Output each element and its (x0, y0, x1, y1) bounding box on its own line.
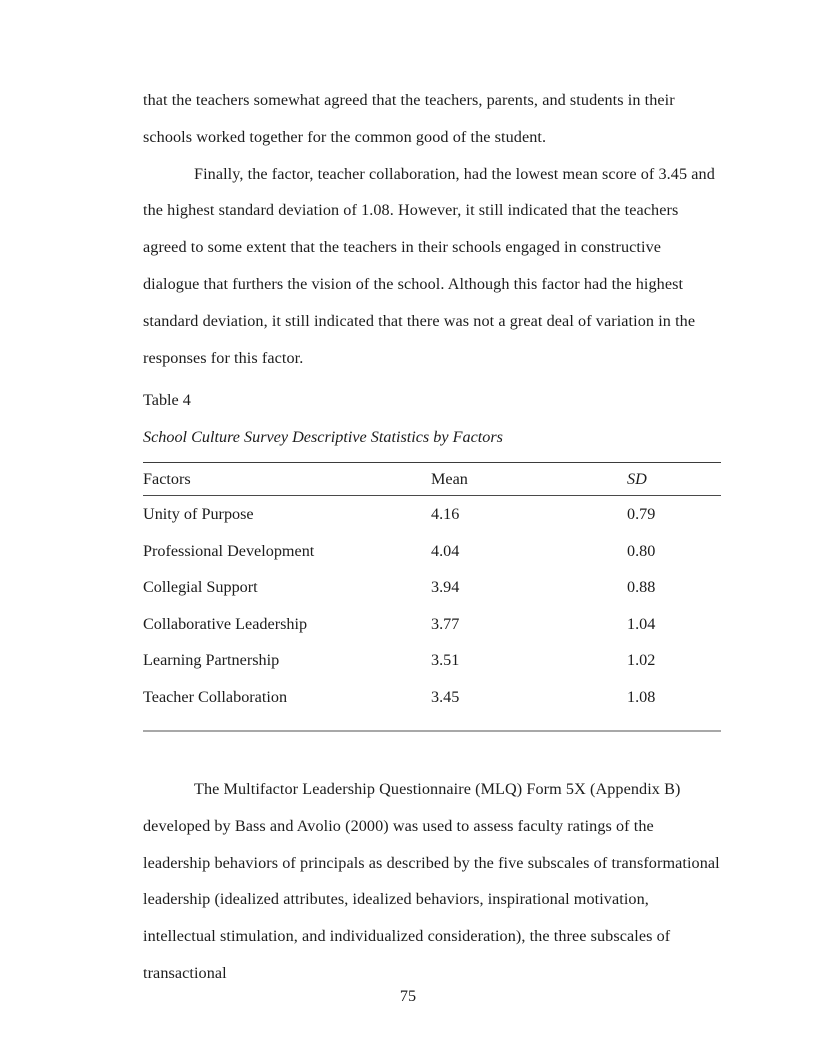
table-body (143, 496, 721, 731)
paragraph-continued: that the teachers somewhat agreed that the teachers, parents, and students in their schools worked together for the common good of the student. (143, 91, 675, 146)
cell-mean: 3.45 (431, 687, 460, 706)
table-row (143, 569, 721, 606)
table-label: Table 4 (143, 391, 191, 409)
cell-factor: Collegial Support (143, 578, 258, 597)
cell-mean: 3.77 (431, 614, 460, 633)
cell-sd: 1.02 (627, 651, 656, 670)
column-header-mean: Mean (431, 470, 468, 488)
cell-factor: Learning Partnership (143, 651, 280, 670)
cell-mean: 4.16 (431, 505, 460, 523)
table-row (143, 496, 721, 533)
cell-sd: 1.04 (627, 614, 656, 633)
cell-mean: 3.51 (431, 651, 460, 670)
table-bottom-spacer (143, 716, 721, 731)
cell-sd: 0.80 (627, 541, 656, 560)
paragraph-finally: Finally, the factor, teacher collaboration, had the lowest mean score of 3.45 and the highest standard deviation of 1.08. However, it still indicated that the teachers agreed to some extent that the teachers in their schools engaged in constructive dialogue that furthers the vision of the school. Although this factor had the highest standard deviation, it still indicated that there was not a great deal of variation in the responses for this factor. (143, 164, 715, 367)
cell-factor: Unity of Purpose (143, 505, 254, 523)
cell-mean: 3.94 (431, 578, 460, 597)
body-text-top (143, 82, 721, 376)
table-header-row (143, 463, 721, 496)
table-block (143, 389, 721, 732)
table-row (143, 533, 721, 570)
table-row (143, 642, 721, 679)
cell-factor: Teacher Collaboration (143, 687, 288, 706)
descriptive-statistics-table (143, 462, 721, 732)
body-text-bottom (143, 771, 721, 992)
table-row (143, 679, 721, 716)
page-number: 75 (399, 987, 417, 1005)
column-header-sd: SD (627, 470, 647, 488)
paragraph-mlq: The Multifactor Leadership Questionnaire (MLQ) Form 5X (Appendix B) developed by Bass and Avolio (2000) was used to assess faculty ratings of the leadership behaviors of principals as described by the five subscales of transformational leadership (idealized attributes, idealized behaviors, inspirational motivation, intellectual stimulation, and individualized consideration), the three subscales of transactional (143, 780, 720, 982)
cell-mean: 4.04 (431, 541, 460, 560)
table-row (143, 606, 721, 643)
cell-sd: 0.88 (627, 578, 656, 597)
column-header-factors: Factors (143, 470, 191, 488)
table-caption: School Culture Survey Descriptive Statistics by Factors (143, 428, 503, 446)
table-header (143, 463, 721, 496)
cell-sd: 0.79 (627, 505, 656, 523)
cell-factor: Collaborative Leadership (143, 614, 308, 633)
cell-sd: 1.08 (627, 687, 656, 706)
cell-factor: Professional Development (143, 541, 315, 560)
